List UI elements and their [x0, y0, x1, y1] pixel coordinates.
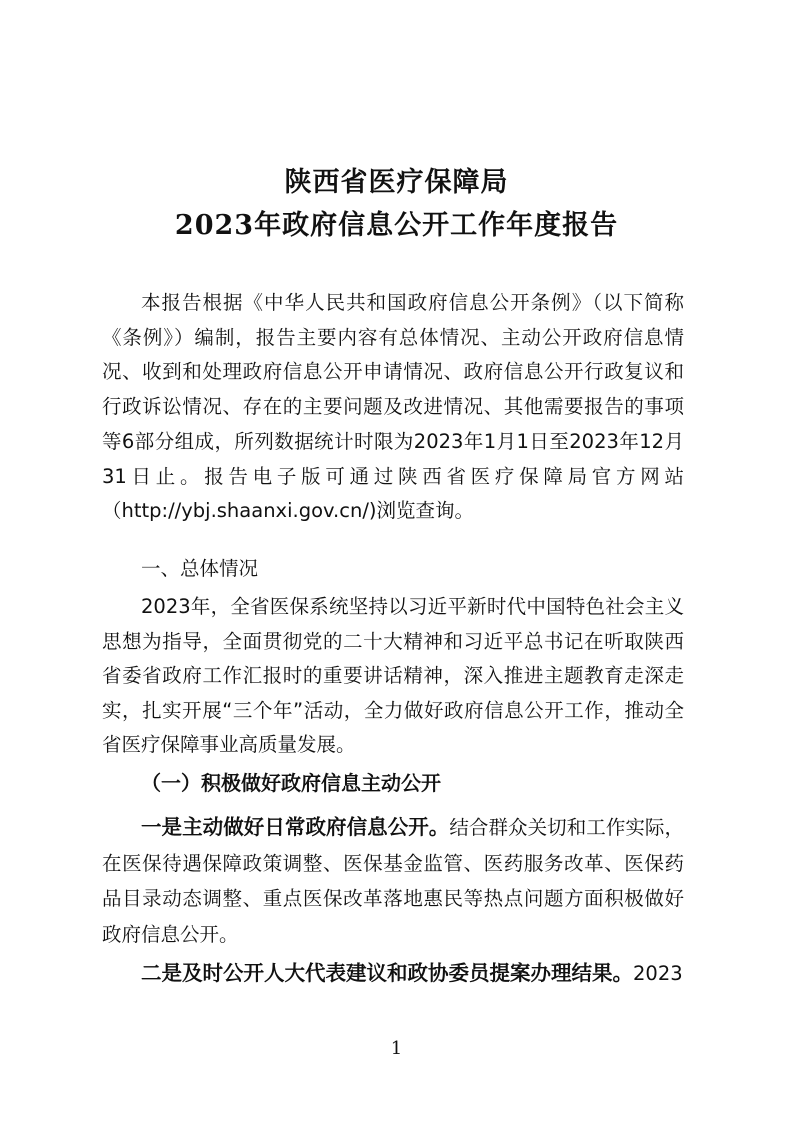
item2-block [102, 956, 684, 991]
intro-block [102, 286, 684, 529]
overall-block [102, 590, 684, 763]
report-title-line1: 陕西省医疗保障局 [284, 167, 509, 198]
item2-lead: 二是及时公开人大代表建议和政协委员提案办理结果。 [141, 961, 633, 985]
item1-text: 结合群众关切和工作实际，在医保待遇保障政策调整、医保基金监管、医药服务改革、医保药品目录动态调整、重点医保改革落地惠民等热点问题方面积极做好政府信息公开。 [102, 816, 684, 946]
item2-paragraph [102, 956, 684, 991]
intro-paragraph: 本报告根据《中华人民共和国政府信息公开条例》（以下简称《条例》）编制，报告主要内容有总体情况、主动公开政府信息情况、收到和处理政府信息公开申请情况、政府信息公开行政复议和行政诉讼情况、存在的主要问题及改进情况、其他需要报告的事项等6部分组成，所列数据统计时限为2023年1月1日至2023年12月31日止。报告电子版可通过陕西省医疗保障局官方网站（http://ybj.shaanxi.gov.cn/)浏览查询。 [102, 291, 684, 523]
page-number: 1 [390, 1038, 403, 1059]
section-heading-overall: 一、总体情况 [141, 557, 259, 580]
item1-lead: 一是主动做好日常政府信息公开。 [141, 815, 450, 839]
subsection-heading: （一）积极做好政府信息主动公开 [141, 771, 441, 795]
item1-paragraph [102, 810, 684, 952]
report-title-line2: 2023年政府信息公开工作年度报告 [174, 210, 619, 241]
overall-paragraph: 2023年，全省医保系统坚持以习近平新时代中国特色社会主义思想为指导，全面贯彻党的二十大精神和习近平总书记在听取陕西省委省政府工作汇报时的重要讲话精神，深入推进主题教育走深走实，扎实开展“三个年”活动，全力做好政府信息公开工作，推动全省医疗保障事业高质量发展。 [102, 595, 684, 756]
item1-block [102, 810, 684, 952]
item2-text: 2023 [633, 962, 683, 985]
